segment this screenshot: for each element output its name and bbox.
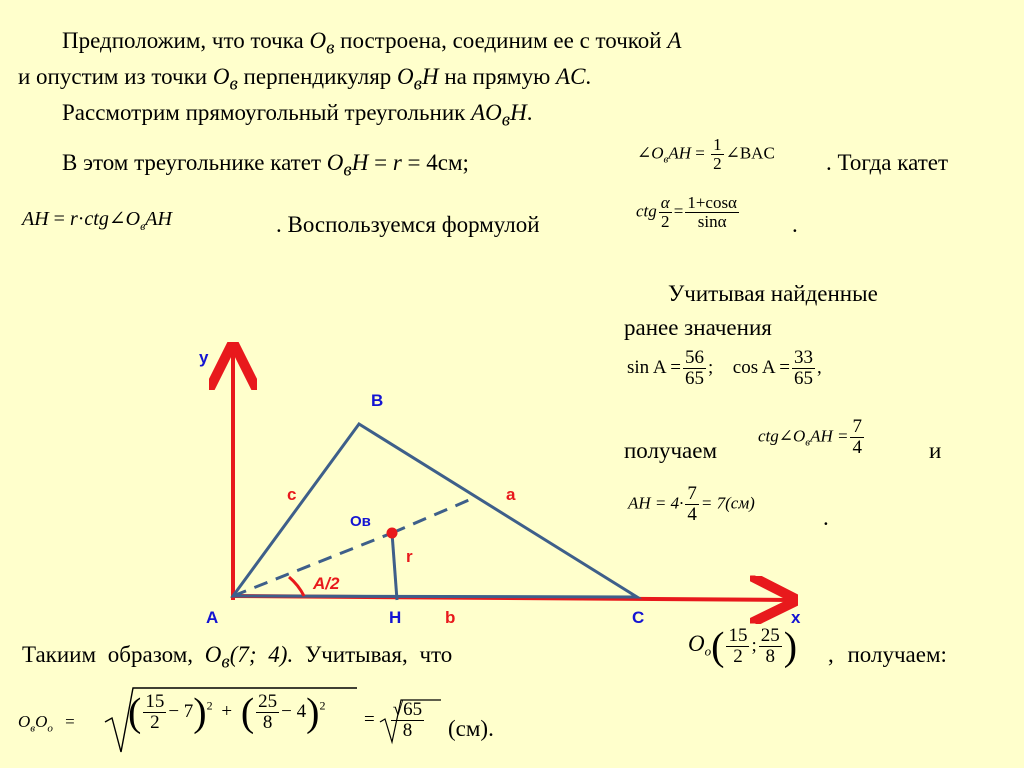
para2-text: В этом треугольнике катет $O_вH = r = 4см$;: [62, 150, 469, 181]
label-side-b: b: [445, 608, 456, 627]
label-half-angle: A/2: [313, 574, 340, 593]
label-r: r: [406, 547, 413, 566]
label-y: y: [199, 348, 209, 367]
distance-radicand: ( $\frac{15}{2}$ − 7)$^2$ + ( $\frac{25}{8}$ − 4)$^2$: [128, 689, 326, 735]
label-a-vertex: A: [206, 608, 219, 627]
label-side-a: a: [506, 485, 516, 504]
distance-result: = $\frac{√65}{8}$: [364, 699, 423, 741]
label-ob: Oв: [350, 513, 371, 530]
para1-line3: Рассмотрим прямоугольный треугольник $AO_вH$.: [62, 100, 533, 131]
right-line1: Учитывая найденные: [668, 281, 878, 306]
para3-end: .: [792, 212, 798, 237]
distance-unit: (см).: [448, 716, 494, 741]
para2-post: . Тогда катет: [826, 150, 949, 175]
bottom-line1-post: , получаем:: [828, 642, 947, 667]
para3-mid: . Воспользуемся формулой: [276, 212, 540, 237]
angle-formula: $\angle O_вAH$ = $\frac{1}{2}$ ∠BAC: [637, 135, 775, 173]
label-side-c: c: [287, 485, 297, 504]
get-label: получаем: [624, 438, 718, 463]
ah-result-dot: .: [823, 505, 829, 530]
ctg-result: $ctg\angle O_вAH$ = $\frac{7}{4}$: [758, 416, 862, 458]
label-h: H: [389, 608, 402, 627]
sin-cos-values: sin A = $\frac{56}{65}$ ; cos A = $\frac{33}{65}$ ,: [627, 347, 822, 389]
para1-line1: Предположим, что точка $O_в$ построена, соединим ее с точкой A: [62, 28, 682, 59]
para1-line2: и опустим из точки $O_в$ перпендикуляр $O_вH$ на прямую AC.: [18, 64, 592, 95]
oo-coords: $O_о$( $\frac{15}{2}$ ; $\frac{25}{8}$ ): [688, 623, 798, 669]
right-line2: ранее значения: [624, 315, 772, 340]
distance-lhs: $O_вO_о$ =: [18, 712, 75, 735]
bottom-line1: Такиим образом, $O_в(7$; 4). Учитывая, что: [22, 642, 453, 673]
label-c-vertex: C: [632, 608, 645, 627]
ctg-half-formula: ctg $\frac{\alpha}{2}$ = $\frac{1+\cos\alpha}{\sin\alpha}$: [636, 193, 737, 231]
label-x: x: [791, 608, 801, 627]
ah-result: AH = 4· $\frac{7}{4}$ = 7(см): [628, 483, 755, 525]
label-b-vertex: B: [371, 391, 384, 410]
ah-formula: AH = $r\cdot ctg\angle O_вAH$: [22, 208, 172, 233]
and-word: и: [929, 438, 942, 463]
